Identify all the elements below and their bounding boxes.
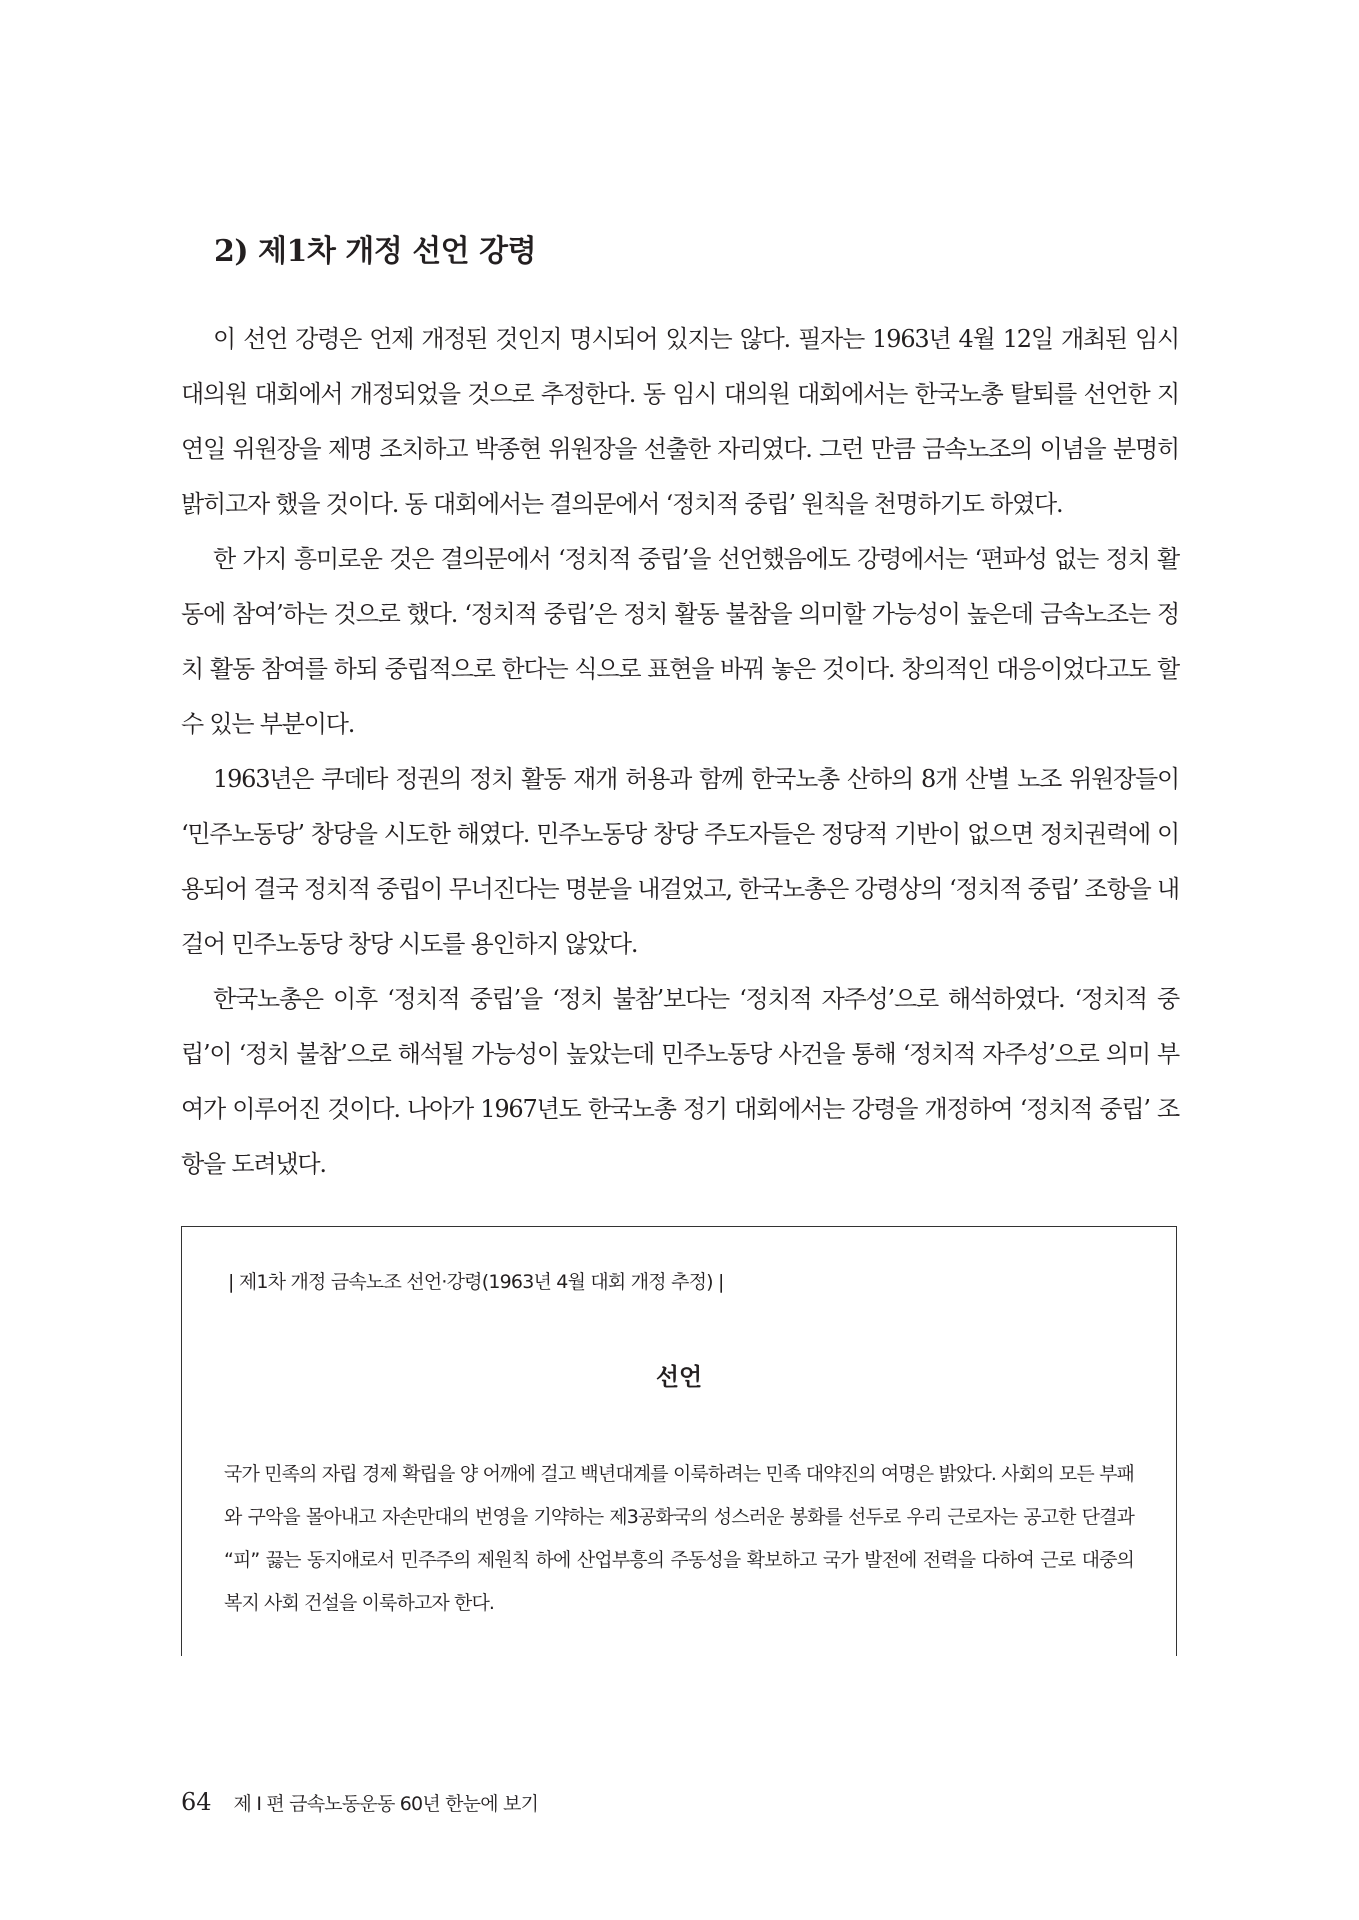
page-number: 64 bbox=[181, 1788, 212, 1816]
declaration-box bbox=[181, 1226, 1177, 1656]
declaration-box-title: | 제1차 개정 금속노조 선언·강령(1963년 4월 대회 개정 추정) | bbox=[228, 1271, 724, 1293]
body-paragraph-1: 이 선언 강령은 언제 개정된 것인지 명시되어 있지는 않다. 필자는 1963년 4월 12일 개최된 임시 대의원 대회에서 개정되었을 것으로 추정한다. 동 임시 대의원 대회에서는 한국노총 탈퇴를 선언한 지연일 위원장을 제명 조치하고 박종현 위원장을 선출한 자리였다. 그런 만큼 금속노조의 이념을 분명히 밝히고자 했을 것이다. 동 대회에서는 결의문에서 ‘정치적 중립’ 원칙을 천명하기도 하였다. bbox=[181, 325, 1179, 518]
body-text bbox=[181, 312, 1179, 1192]
running-head: 제 I 편 금속노동운동 60년 한눈에 보기 bbox=[233, 1793, 539, 1815]
declaration-text: 국가 민족의 자립 경제 확립을 양 어깨에 걸고 백년대계를 이룩하려는 민족 대약진의 여명은 밝았다. 사회의 모든 부패와 구악을 몰아내고 자손만대의 번영을 기약하는 제3공화국의 성스러운 봉화를 선두로 우리 근로자는 공고한 단결과 “피” 끓는 동지애로서 민주주의 제원칙 하에 산업부흥의 주동성을 확보하고 국가 발전에 전력을 다하여 근로 대중의 복지 사회 건설을 이룩하고자 한다. bbox=[224, 1463, 1134, 1614]
body-paragraph-4: 한국노총은 이후 ‘정치적 중립’을 ‘정치 불참’보다는 ‘정치적 자주성’으로 해석하였다. ‘정치적 중립’이 ‘정치 불참’으로 해석될 가능성이 높았는데 민주노동당 사건을 통해 ‘정치적 자주성’으로 의미 부여가 이루어진 것이다. 나아가 1967년도 한국노총 정기 대회에서는 강령을 개정하여 ‘정치적 중립’ 조항을 도려냈다. bbox=[181, 985, 1179, 1178]
section-title: 2) 제1차 개정 선언 강령 bbox=[214, 234, 537, 269]
body-paragraph-3: 1963년은 쿠데타 정권의 정치 활동 재개 허용과 함께 한국노총 산하의 8개 산별 노조 위원장들이 ‘민주노동당’ 창당을 시도한 해였다. 민주노동당 창당 주도자들은 정당적 기반이 없으면 정치권력에 이용되어 결국 정치적 중립이 무너진다는 명분을 내걸었고, 한국노총은 강령상의 ‘정치적 중립’ 조항을 내걸어 민주노동당 창당 시도를 용인하지 않았다. bbox=[181, 765, 1179, 958]
page-footer bbox=[181, 1788, 538, 1816]
body-paragraph-2: 한 가지 흥미로운 것은 결의문에서 ‘정치적 중립’을 선언했음에도 강령에서는 ‘편파성 없는 정치 활동에 참여’하는 것으로 했다. ‘정치적 중립’은 정치 활동 불참을 의미할 가능성이 높은데 금속노조는 정치 활동 참여를 하되 중립적으로 한다는 식으로 표현을 바꿔 놓은 것이다. 창의적인 대응이었다고도 할 수 있는 부분이다. bbox=[181, 545, 1179, 738]
declaration-heading: 선언 bbox=[655, 1363, 703, 1391]
